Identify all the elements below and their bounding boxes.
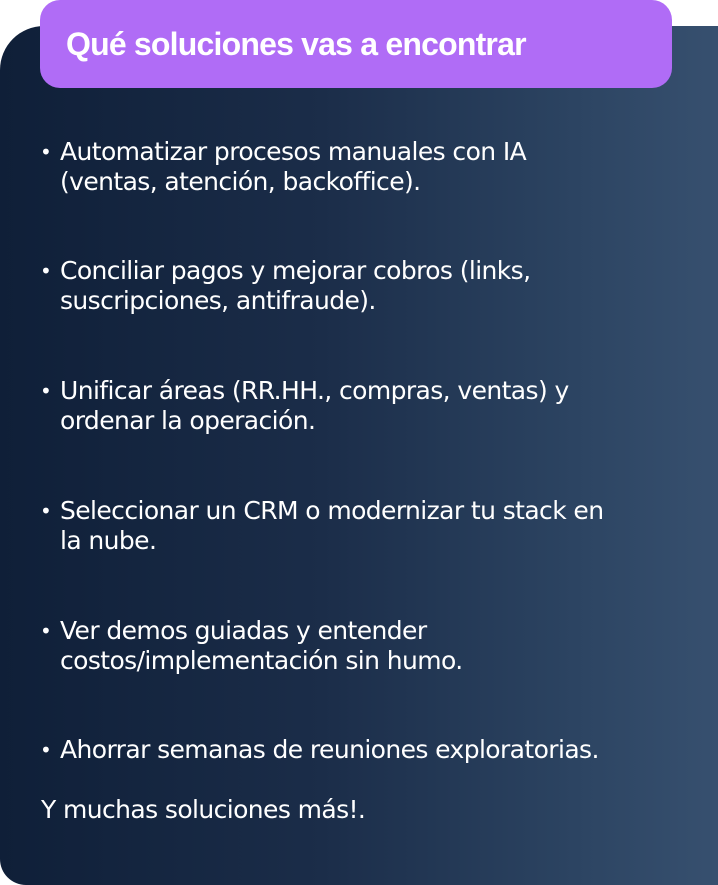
list-item <box>40 137 680 197</box>
bullet-icon: • <box>40 259 52 283</box>
list-item-line: (ventas, atención, backoffice). <box>60 167 421 196</box>
list-item-line: Ahorrar semanas de reuniones exploratorias. <box>60 735 599 764</box>
bullet-icon: • <box>40 140 52 164</box>
list-item-line: Conciliar pagos y mejorar cobros (links, <box>60 256 531 285</box>
list-item-line: costos/implementación sin humo. <box>60 646 463 675</box>
list-item-line: ordenar la operación. <box>60 406 316 435</box>
list-item <box>40 616 680 676</box>
list-item <box>40 256 680 316</box>
list-item-line: Unificar áreas (RR.HH., compras, ventas) y <box>60 376 569 405</box>
list-item <box>40 376 680 436</box>
list-item <box>40 735 680 765</box>
header-title: Qué soluciones vas a encontrar <box>66 25 526 62</box>
bullet-icon: • <box>40 619 52 643</box>
bullet-icon: • <box>40 738 52 762</box>
bullet-icon: • <box>40 379 52 403</box>
list-item <box>40 496 680 556</box>
footer-text: Y muchas soluciones más!. <box>41 795 366 824</box>
list-item-line: suscripciones, antifraude). <box>60 286 376 315</box>
header-banner <box>40 0 672 88</box>
list-item-line: Seleccionar un CRM o modernizar tu stack en <box>60 496 604 525</box>
list-item-line: la nube. <box>60 526 157 555</box>
bullet-icon: • <box>40 499 52 523</box>
list-item-line: Ver demos guiadas y entender <box>60 616 427 645</box>
list-item-line: Automatizar procesos manuales con IA <box>60 137 527 166</box>
